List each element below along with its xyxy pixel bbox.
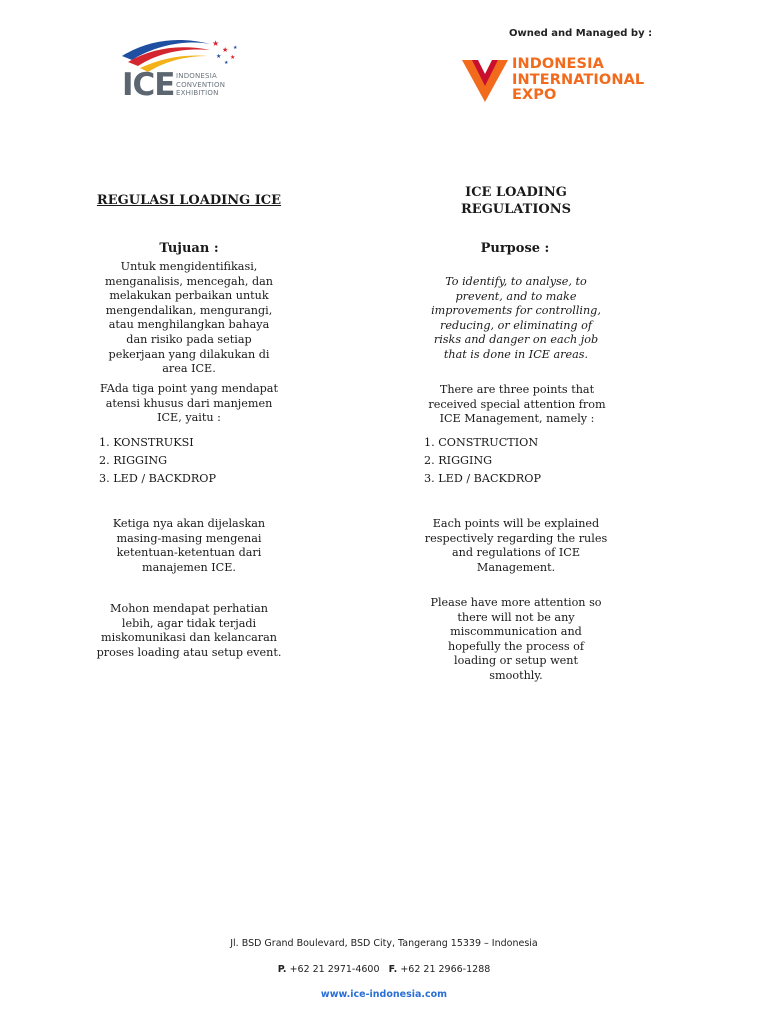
ice-logo-letters: ICE (122, 67, 175, 103)
left-title: REGULASI LOADING ICE (96, 193, 282, 208)
right-attention: Please have more attention so there will not be any miscommunication and hopefully the process of loading or setup went smoothly. (430, 596, 602, 682)
right-point-1: 1. CONSTRUCTION (424, 436, 539, 449)
website-link[interactable]: www.ice-indonesia.com (320, 989, 448, 1000)
right-title: ICE LOADING REGULATIONS (460, 185, 572, 217)
footer-contact (0, 964, 768, 975)
svg-text:★: ★ (230, 54, 236, 61)
left-point-3: 3. LED / BACKDROP (99, 472, 216, 485)
svg-text:★: ★ (212, 39, 220, 48)
fax-label: F. (388, 964, 398, 975)
right-explain: Each points will be explained respectively regarding the rules and regulations of ICE Management. (424, 517, 608, 574)
ice-logo (118, 34, 248, 104)
left-explain: Ketiga nya akan dijelaskan masing-masing mengenai ketentuan-ketentuan dari manajemen ICE. (112, 517, 266, 574)
left-attention: Mohon mendapat perhatian lebih, agar tidak terjadi miskomunikasi dan kelancaran proses loading atau setup event. (96, 602, 282, 659)
fax-number: +62 21 2966-1288 (400, 964, 491, 975)
ice-logo-subtitle: INDONESIA CONVENTION EXHIBITION (176, 72, 226, 97)
right-purpose-label: Purpose : (480, 241, 550, 256)
iie-logo-text: INDONESIA INTERNATIONAL EXPO (512, 56, 645, 103)
footer-website-row (0, 989, 768, 1000)
iie-diamond-icon (460, 56, 510, 104)
owned-by-label: Owned and Managed by : (509, 28, 653, 39)
left-purpose-label: Tujuan : (159, 241, 219, 256)
phone-label: P. (277, 964, 287, 975)
phone-number: +62 21 2971-4600 (289, 964, 380, 975)
svg-text:★: ★ (224, 60, 229, 66)
right-point-3: 3. LED / BACKDROP (424, 472, 541, 485)
left-points-intro: FAda tiga point yang mendapat atensi khusus dari manjemen ICE, yaitu : (100, 382, 278, 425)
svg-text:★: ★ (233, 45, 238, 51)
iie-logo (460, 56, 690, 106)
left-purpose-text: Untuk mengidentifikasi, menganalisis, mencegah, dan melakukan perbaikan untuk mengendalikan, mengurangi, atau menghilangkan bahaya dan risiko pada setiap pekerjaan yang dilakukan di area ICE. (105, 260, 273, 376)
right-points-intro: There are three points that received special attention from ICE Management, namely : (428, 383, 606, 426)
svg-text:★: ★ (222, 46, 229, 54)
left-point-2: 2. RIGGING (99, 454, 168, 467)
svg-text:★: ★ (216, 53, 222, 60)
footer-address: Jl. BSD Grand Boulevard, BSD City, Tangerang 15339 – Indonesia (230, 938, 538, 949)
left-point-1: 1. KONSTRUKSI (99, 436, 194, 449)
right-purpose-text: To identify, to analyse, to prevent, and to make improvements for controlling, reducing, or eliminating of risks and danger on each job that is done in ICE areas. (431, 275, 601, 361)
right-point-2: 2. RIGGING (424, 454, 493, 467)
